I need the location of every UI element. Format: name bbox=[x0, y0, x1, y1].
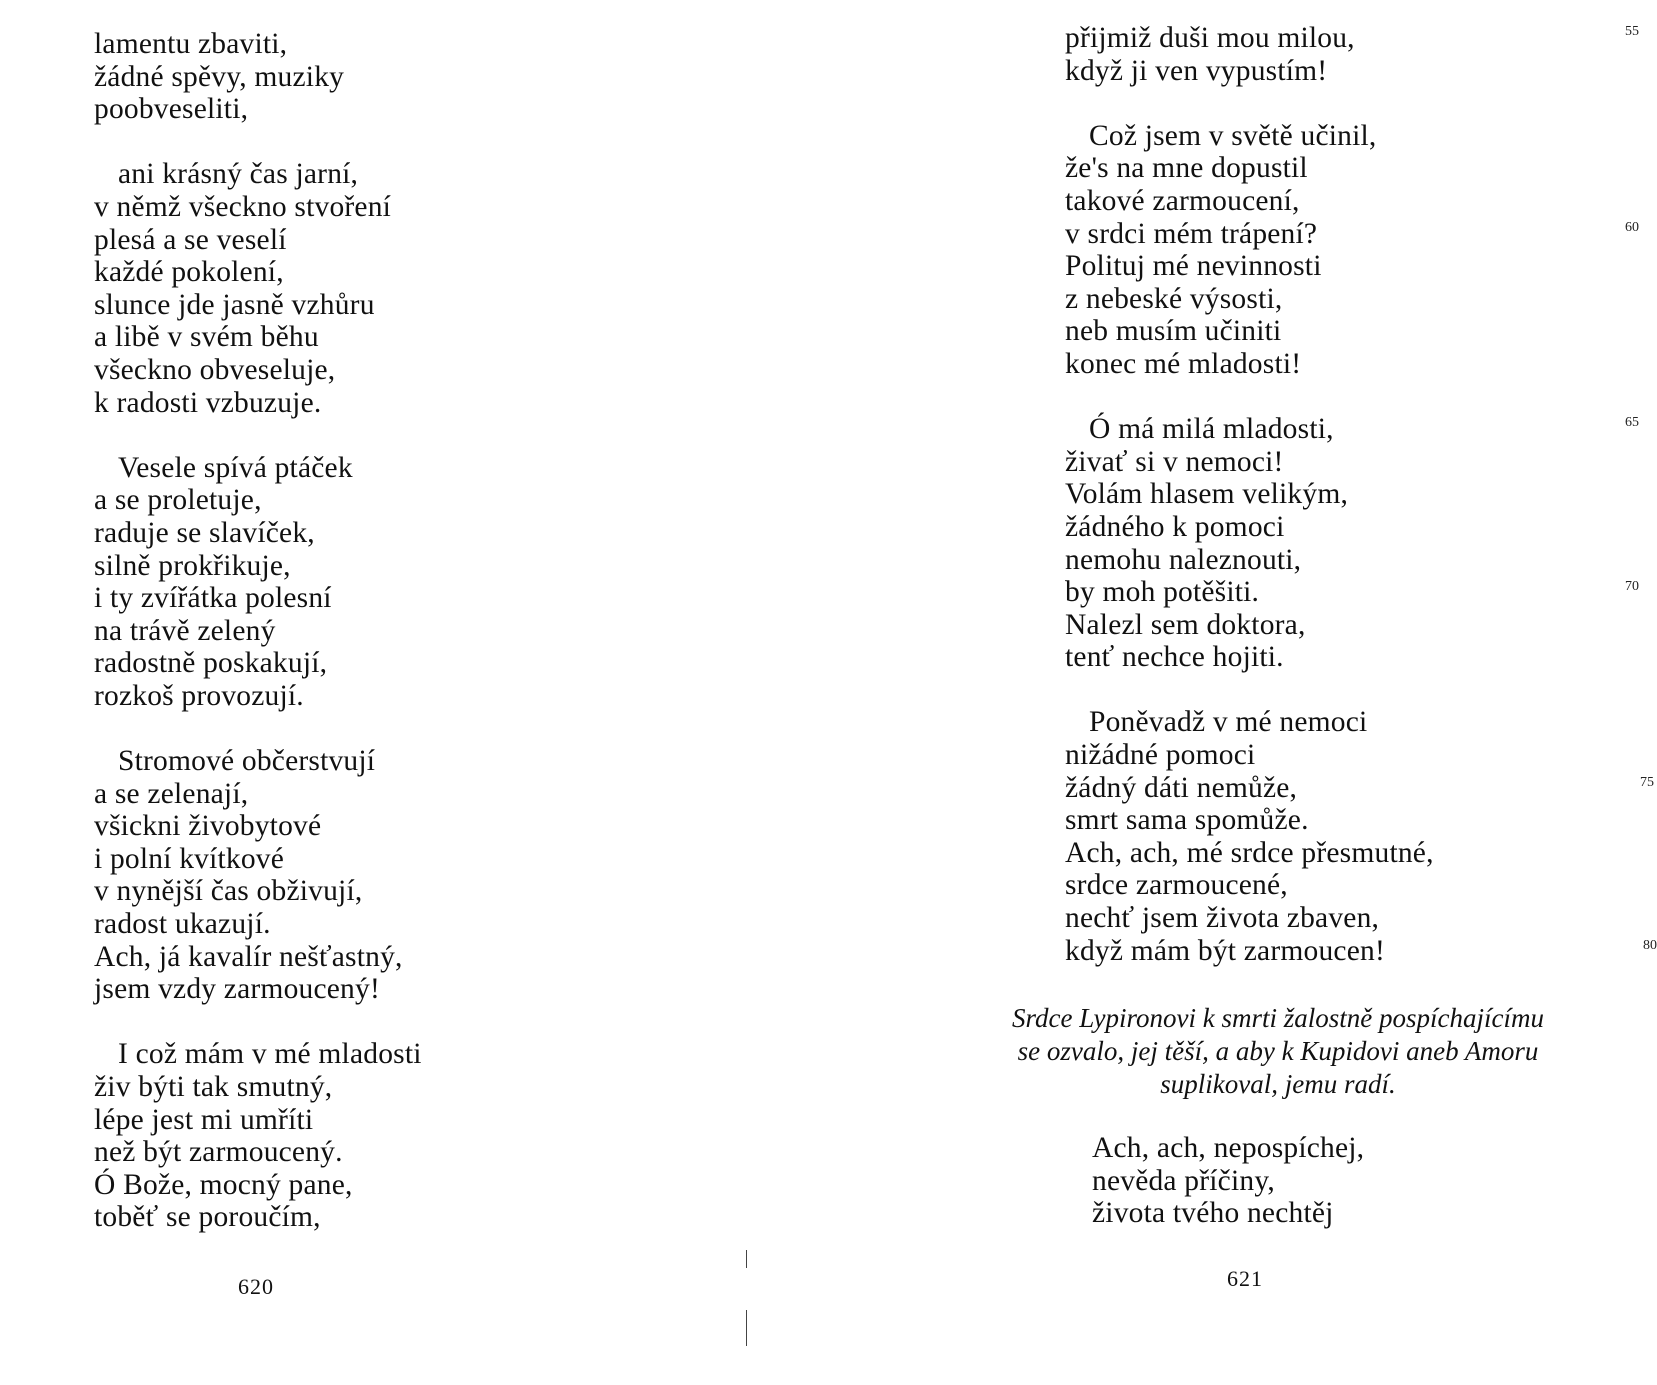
verse-line: žádný dáti nemůže, bbox=[1065, 771, 1298, 804]
rubric-line: Srdce Lypironovi k smrti žalostně pospíchajícímu bbox=[1012, 1003, 1544, 1033]
verse-line: Vesele spívá ptáček bbox=[118, 451, 353, 484]
verse-line: slunce jde jasně vzhůru bbox=[94, 288, 375, 321]
page-number: 621 bbox=[1227, 1266, 1263, 1291]
line-number: 65 bbox=[1625, 415, 1639, 430]
verse-line: každé pokolení, bbox=[94, 256, 284, 289]
verse-line: Ó Bože, mocný pane, bbox=[94, 1168, 353, 1201]
verse-line: neb musím učiniti bbox=[1065, 315, 1282, 348]
verse-line: lamentu zbaviti, bbox=[94, 28, 288, 60]
verse-line: radostně poskakují, bbox=[94, 647, 328, 680]
verse-line: když mám být zarmoucen! bbox=[1065, 934, 1385, 967]
verse-line: Ach, ach, nepospíchej, bbox=[1092, 1132, 1365, 1164]
verse-line: tenť nechce hojiti. bbox=[1065, 641, 1284, 674]
verse-line: a libě v svém běhu bbox=[94, 321, 319, 354]
verse-line: silně prokřikuje, bbox=[94, 549, 291, 582]
right-poem-bottom bbox=[1092, 1132, 1364, 1230]
right-poem bbox=[1065, 22, 1434, 967]
stanza-gap bbox=[94, 712, 422, 745]
verse-line: nevěda příčiny, bbox=[1092, 1164, 1275, 1197]
verse-line: žádného k pomoci bbox=[1065, 510, 1285, 543]
verse-line: by moh potěšiti. bbox=[1065, 576, 1260, 609]
stanza-gap bbox=[94, 1006, 422, 1039]
verse-line: rozkoš provozují. bbox=[94, 679, 304, 712]
right-page bbox=[740, 0, 1657, 1385]
verse-line: smrt sama spomůže. bbox=[1065, 804, 1309, 837]
verse-line: Ach, ach, mé srdce přesmutné, bbox=[1065, 836, 1434, 869]
verse-line: na trávě zelený bbox=[94, 614, 276, 647]
line-number: 75 bbox=[1640, 775, 1654, 790]
verse-line: k radosti vzbuzuje. bbox=[94, 386, 322, 419]
line-number: 80 bbox=[1643, 938, 1657, 953]
stanza-gap bbox=[94, 419, 422, 452]
verse-line: Což jsem v světě učinil, bbox=[1089, 119, 1377, 152]
rubric-line: suplikoval, jemu radí. bbox=[1160, 1069, 1396, 1099]
page-number: 620 bbox=[238, 1274, 274, 1299]
verse-line: živať si v nemoci! bbox=[1065, 445, 1284, 478]
rubric-line: se ozvalo, jej těší, a aby k Kupidovi aneb Amoru bbox=[1017, 1036, 1539, 1066]
stanza-gap bbox=[1065, 381, 1434, 414]
verse-line: z nebeské výsosti, bbox=[1065, 282, 1283, 315]
verse-line: v nynější čas obživují, bbox=[94, 875, 363, 908]
line-number: 60 bbox=[1625, 220, 1639, 235]
verse-line: Nalezl sem doktora, bbox=[1065, 608, 1306, 641]
verse-line: živ býti tak smutný, bbox=[94, 1071, 333, 1103]
verse-line: Ach, já kavalír nešťastný, bbox=[94, 940, 403, 973]
verse-line: toběť se poroučím, bbox=[94, 1201, 321, 1234]
verse-line: a se zelenají, bbox=[94, 777, 249, 810]
left-page bbox=[0, 0, 740, 1385]
left-poem bbox=[94, 28, 422, 1234]
stanza-gap bbox=[94, 126, 422, 159]
verse-line: Poněvadž v mé nemoci bbox=[1089, 706, 1368, 739]
verse-line: nechť jsem života zbaven, bbox=[1065, 902, 1380, 935]
verse-line: v srdci mém trápení? bbox=[1065, 217, 1318, 250]
verse-line: žádné spěvy, muziky bbox=[94, 60, 345, 93]
verse-line: I což mám v mé mladosti bbox=[118, 1038, 422, 1071]
verse-line: raduje se slavíček, bbox=[94, 516, 315, 549]
verse-line: přijmiž duši mou milou, bbox=[1065, 22, 1355, 54]
verse-line: i polní kvítkové bbox=[94, 842, 285, 875]
verse-line: srdce zarmoucené, bbox=[1065, 869, 1288, 902]
verse-line: jsem vzdy zarmoucený! bbox=[94, 973, 380, 1006]
verse-line: poobveseliti, bbox=[94, 93, 249, 126]
verse-line: všeckno obveseluje, bbox=[94, 353, 336, 386]
verse-line: když ji ven vypustím! bbox=[1065, 54, 1328, 87]
stanza-gap bbox=[1065, 674, 1434, 707]
verse-line: a se proletuje, bbox=[94, 484, 262, 517]
stanza-gap bbox=[1065, 87, 1434, 120]
verse-line: života tvého nechtěj bbox=[1092, 1197, 1334, 1230]
verse-line: takové zarmoucení, bbox=[1065, 184, 1300, 217]
verse-line: v němž všeckno stvoření bbox=[94, 190, 392, 223]
verse-line: že's na mne dopustil bbox=[1065, 152, 1308, 185]
verse-line: než být zarmoucený. bbox=[94, 1136, 343, 1169]
verse-line: konec mé mladosti! bbox=[1065, 347, 1302, 380]
verse-line: Polituj mé nevinnosti bbox=[1065, 250, 1322, 283]
line-number: 55 bbox=[1625, 24, 1639, 39]
verse-line: ani krásný čas jarní, bbox=[118, 158, 359, 191]
line-number: 70 bbox=[1625, 579, 1639, 594]
verse-line: Ó má milá mladosti, bbox=[1089, 413, 1334, 446]
verse-line: nemohu naleznouti, bbox=[1065, 543, 1302, 576]
verse-line: plesá a se veselí bbox=[94, 223, 287, 256]
verse-line: radost ukazují. bbox=[94, 908, 271, 941]
verse-line: lépe jest mi umříti bbox=[94, 1103, 314, 1136]
verse-line: i ty zvířátka polesní bbox=[94, 582, 332, 615]
section-rubric bbox=[978, 1002, 1578, 1101]
verse-line: Stromové občerstvují bbox=[118, 745, 376, 778]
verse-line: Volám hlasem velikým, bbox=[1065, 478, 1349, 511]
verse-line: nižádné pomoci bbox=[1065, 739, 1256, 772]
verse-line: všickni živobytové bbox=[94, 810, 322, 843]
